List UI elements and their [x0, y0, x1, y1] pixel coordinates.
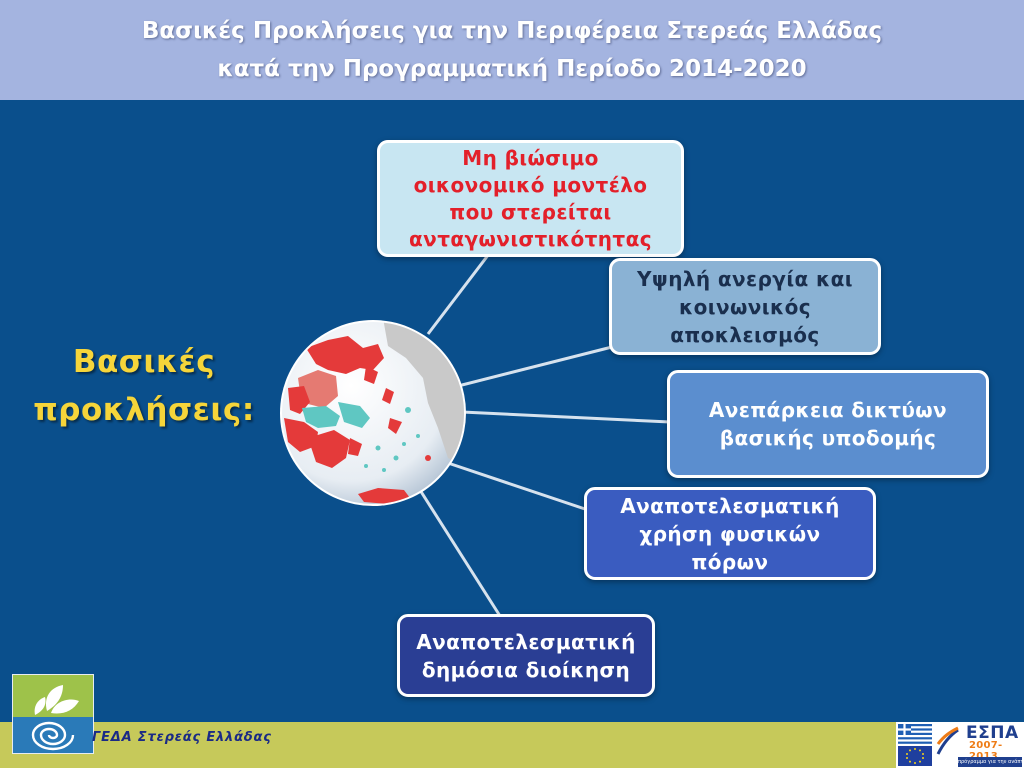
hub-label-line-1: Βασικές: [72, 344, 216, 380]
challenge-2-line-3: αποκλεισμός: [670, 322, 820, 347]
title-line-1: Βασικές Προκλήσεις για την Περιφέρεια Στερεάς Ελλάδας: [141, 18, 883, 44]
challenge-4-line-2: χρήση φυσικών: [639, 521, 821, 546]
challenge-1-line-4: ανταγωνιστικότητας: [409, 226, 652, 251]
title-line-2: κατά την Προγραμματική Περίοδο 2014-2020: [217, 56, 807, 82]
espa-tagline: πρόγραμμα για την ανάπτυξη: [958, 759, 1032, 765]
challenge-2-line-1: Υψηλή ανεργία και: [637, 266, 853, 291]
challenge-5-line-2: δημόσια διοίκηση: [421, 657, 631, 682]
challenge-2-line-2: κοινωνικός: [679, 294, 811, 319]
challenge-4-line-3: πόρων: [691, 549, 769, 574]
challenge-5-line-1: Αναποτελεσματική: [416, 629, 636, 654]
challenge-3-line-2: βασικής υποδομής: [719, 426, 937, 450]
challenge-3-line-1: Ανεπάρκεια δικτύων: [708, 398, 948, 422]
challenge-box-3: [667, 370, 989, 478]
challenge-box-2: [609, 258, 881, 355]
connector-5: [420, 490, 500, 616]
challenge-box-5: [397, 614, 655, 697]
espa-swoosh-icon: [936, 724, 960, 760]
challenge-4-line-1: Αναποτελεσματική: [620, 493, 840, 518]
espa-years: 2007-: [969, 740, 1003, 751]
hub-label: [16, 338, 272, 434]
spiral-leaf-logo-icon: [12, 674, 94, 754]
connector-3: [462, 412, 670, 422]
challenge-1-line-2: οικονομικό μοντέλο: [413, 172, 648, 197]
challenge-box-1: [377, 140, 684, 257]
espa-name: ΕΣΠΑ: [966, 723, 1019, 743]
slide-footer: [0, 722, 1032, 768]
hub-label-line-2: προκλήσεις:: [33, 392, 255, 428]
connector-2: [458, 347, 612, 386]
challenge-1-line-3: που στερείται: [449, 199, 612, 224]
org-name: ΓΕΔΑ Στερεάς Ελλάδας: [92, 730, 272, 745]
eu-flag-icon: [898, 746, 932, 766]
challenge-box-4: [584, 487, 876, 580]
challenge-1-line-1: Μη βιώσιμο: [462, 145, 599, 170]
greece-map-globe-icon: [278, 318, 468, 508]
